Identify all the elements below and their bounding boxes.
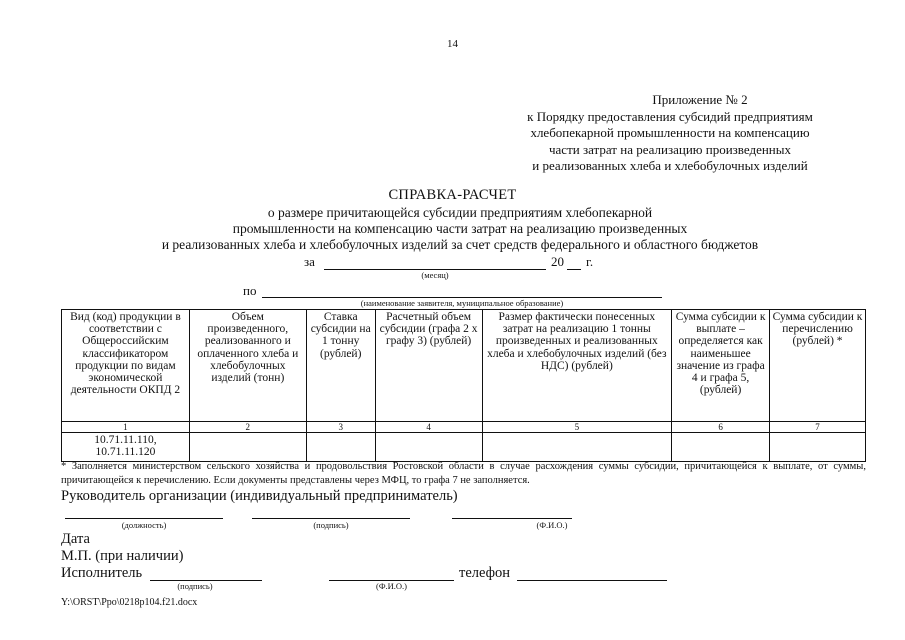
column-number: 2 — [189, 422, 306, 433]
table-cell[interactable]: 10.71.11.110, 10.71.11.120 — [62, 433, 190, 462]
month-field[interactable] — [324, 254, 546, 270]
table-cell[interactable] — [482, 433, 672, 462]
column-header: Объем произведенного, реализованного и оплаченного хлеба и хлебобулочных изделий (тонн) — [189, 310, 306, 422]
phone-label: телефон — [459, 565, 511, 581]
year-prefix: 20 — [551, 254, 564, 269]
column-header: Сумма субсидии к выплате – определяется как наименьшее значение из графа 4 и графа 5, (рублей) — [672, 310, 770, 422]
column-number-row — [62, 422, 866, 433]
table-cell[interactable] — [306, 433, 375, 462]
name-field[interactable] — [452, 506, 572, 519]
phone-field[interactable] — [517, 565, 667, 581]
period-prefix: за — [304, 254, 315, 269]
subtitle-line: и реализованных хлеба и хлебобулочных изделий за счет средств федерального и областного бюджетов — [161, 237, 759, 252]
table-row — [62, 433, 866, 462]
signature-caption: (подпись) — [313, 520, 349, 530]
subtitle-line: промышленности на компенсацию части затрат на реализацию произведенных — [232, 221, 688, 236]
year-suffix: г. — [586, 254, 594, 269]
column-header: Расчетный объем субсидии (графа 2 х графу 3) (рублей) — [375, 310, 482, 422]
page-number: 14 — [447, 38, 458, 50]
column-header: Размер фактически понесенных затрат на реализацию 1 тонны произведенных и реализованных хлеба и хлебобулочных изделий (без НДС) (рублей) — [482, 310, 672, 422]
table-cell[interactable] — [770, 433, 866, 462]
table-cell[interactable] — [375, 433, 482, 462]
table-header-row — [62, 310, 866, 422]
column-number: 3 — [306, 422, 375, 433]
recipient-prefix: по — [243, 283, 257, 298]
column-header: Вид (код) продукции в соответствии с Общероссийским классификатором продукции по видам экономической деятельности ОКПД 2 — [62, 310, 190, 422]
recipient-field[interactable] — [262, 283, 662, 298]
document-title: СПРАВКА-РАСЧЕТ — [388, 187, 517, 203]
seal-label: М.П. (при наличии) — [61, 548, 184, 564]
subtitle-line: о размере причитающейся субсидии предприятиям хлебопекарной — [267, 205, 653, 220]
column-header: Сумма субсидии к перечислению (рублей) * — [770, 310, 866, 422]
column-number: 5 — [482, 422, 672, 433]
month-caption: (месяц) — [421, 270, 449, 280]
appendix-block — [480, 92, 860, 175]
signature-field[interactable] — [252, 506, 410, 519]
appendix-line: и реализованных хлеба и хлебобулочных изделий — [532, 158, 808, 173]
appendix-line: части затрат на реализацию произведенных — [549, 141, 791, 157]
head-of-organization: Руководитель организации (индивидуальный предприниматель) — [61, 488, 458, 504]
executor-signature-field[interactable] — [150, 565, 262, 581]
document-subtitle — [60, 205, 860, 253]
column-number: 7 — [770, 422, 866, 433]
executor-name-field[interactable] — [329, 565, 454, 581]
position-field[interactable] — [65, 506, 223, 519]
appendix-line: к Порядку предоставления субсидий предприятиям — [527, 108, 813, 124]
footnote: * Заполняется министерством сельского хозяйства и продовольствия Ростовской области в случае расхождения суммы субсидии, причитающейся к выплате, от суммы, причитающейся к перечислению. Если документы представлены через МФЦ, то графа 7 не заполняется. — [61, 461, 866, 486]
column-header: Ставка субсидии на 1 тонну (рублей) — [306, 310, 375, 422]
name-caption: (Ф.И.О.) — [536, 520, 568, 530]
position-caption: (должность) — [121, 520, 167, 530]
column-number: 6 — [672, 422, 770, 433]
year-field[interactable] — [567, 254, 581, 270]
executor-signature-caption: (подпись) — [177, 581, 213, 591]
appendix-title: Приложение № 2 — [652, 92, 748, 107]
file-path: Y:\ORST\Ppo\0218p104.f21.docx — [61, 597, 198, 608]
column-number: 4 — [375, 422, 482, 433]
recipient-caption: (наименование заявителя, муниципальное образование) — [360, 298, 564, 308]
table-cell[interactable] — [189, 433, 306, 462]
appendix-line: хлебопекарной промышленности на компенсацию — [530, 125, 810, 140]
executor-label: Исполнитель — [61, 565, 143, 581]
subsidy-table — [61, 309, 866, 462]
column-number: 1 — [62, 422, 190, 433]
date-label: Дата — [61, 531, 90, 547]
executor-name-caption: (Ф.И.О.) — [375, 581, 408, 591]
table-cell[interactable] — [672, 433, 770, 462]
